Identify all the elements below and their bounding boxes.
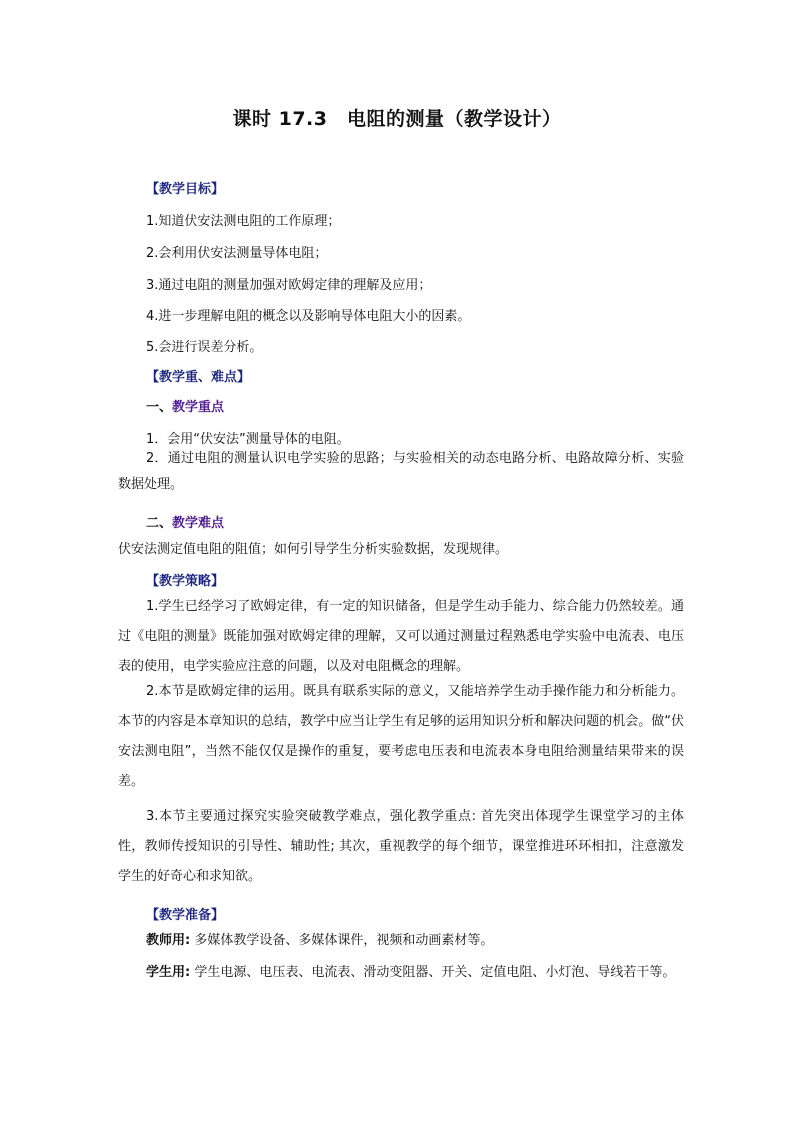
strategy-paragraph-2: 2.本节是欧姆定律的运用。既具有联系实际的意义，又能培养学生动手操作能力和分析能力。本节的内容是本章知识的总结，教学中应当让学生有足够的运用知识分析和解决问题的机会。做“伏安法测电阻”，当然不能仅仅是操作的重复，要考虑电压表和电流表本身电阻给测量结果带来的误差。: [118, 684, 684, 789]
teacher-materials-label: 教师用:: [146, 933, 191, 948]
student-materials-text: 学生电源、电压表、电流表、滑动变阻器、开关、定值电阻、小灯泡、导线若干等。: [190, 965, 676, 980]
strategy-paragraph-3: 3.本节主要通过探究实验突破教学难点，强化教学重点: 首先突出体现学生课堂学习的主体性，教师传授知识的引导性、辅助性; 其次，重视教学的每个细节，课堂推进环环相扣，注意激发学生的好奇心和求知欲。: [118, 809, 684, 884]
teacher-materials-text: 多媒体教学设备、多媒体课件，视频和动画素材等。: [190, 933, 494, 948]
key-points-heading: 【教学重、难点】: [146, 370, 251, 385]
objective-item-4: 4.进一步理解电阻的概念以及影响导体电阻大小的因素。: [146, 309, 471, 324]
focus-item-2: 2．通过电阻的测量认识电学实验的思路；与实验相关的动态电路分析、电路故障分析、实验数据处理。: [118, 451, 684, 492]
focus-subheading-number: 一、: [146, 400, 173, 415]
difficulty-text: 伏安法测定值电阻的阻值；如何引导学生分析实验数据，发现规律。: [118, 542, 509, 557]
student-materials-label: 学生用:: [146, 965, 191, 980]
difficulty-subheading: [146, 512, 224, 531]
strategy-heading: 【教学策略】: [146, 574, 225, 589]
difficulty-subheading-number: 二、: [146, 516, 173, 531]
page-title: 课时 17.3 电阻的测量（教学设计）: [232, 108, 562, 130]
focus-item-1: 1．会用“伏安法”测量导体的电阻。: [146, 432, 350, 447]
objective-item-3: 3.通过电阻的测量加强对欧姆定律的理解及应用；: [146, 278, 432, 293]
focus-subheading: [146, 396, 224, 415]
objective-item-5: 5.会进行误差分析。: [146, 340, 263, 355]
preparation-heading: 【教学准备】: [146, 908, 225, 923]
objective-item-1: 1.知道伏安法测电阻的工作原理；: [146, 214, 341, 229]
teacher-materials: [118, 926, 684, 956]
student-materials: [118, 958, 684, 988]
objective-item-2: 2.会利用伏安法测量导体电阻；: [146, 246, 328, 261]
objectives-heading: 【教学目标】: [146, 182, 225, 197]
focus-subheading-label: 教学重点: [172, 400, 225, 415]
strategy-paragraph-1: 1.学生已经学习了欧姆定律，有一定的知识储备，但是学生动手能力、综合能力仍然较差。通过《电阻的测量》既能加强对欧姆定律的理解，又可以通过测量过程熟悉电学实验中电流表、电压表的使用，电学实验应注意的问题，以及对电阻概念的理解。: [118, 599, 684, 674]
difficulty-subheading-label: 教学难点: [172, 516, 225, 531]
